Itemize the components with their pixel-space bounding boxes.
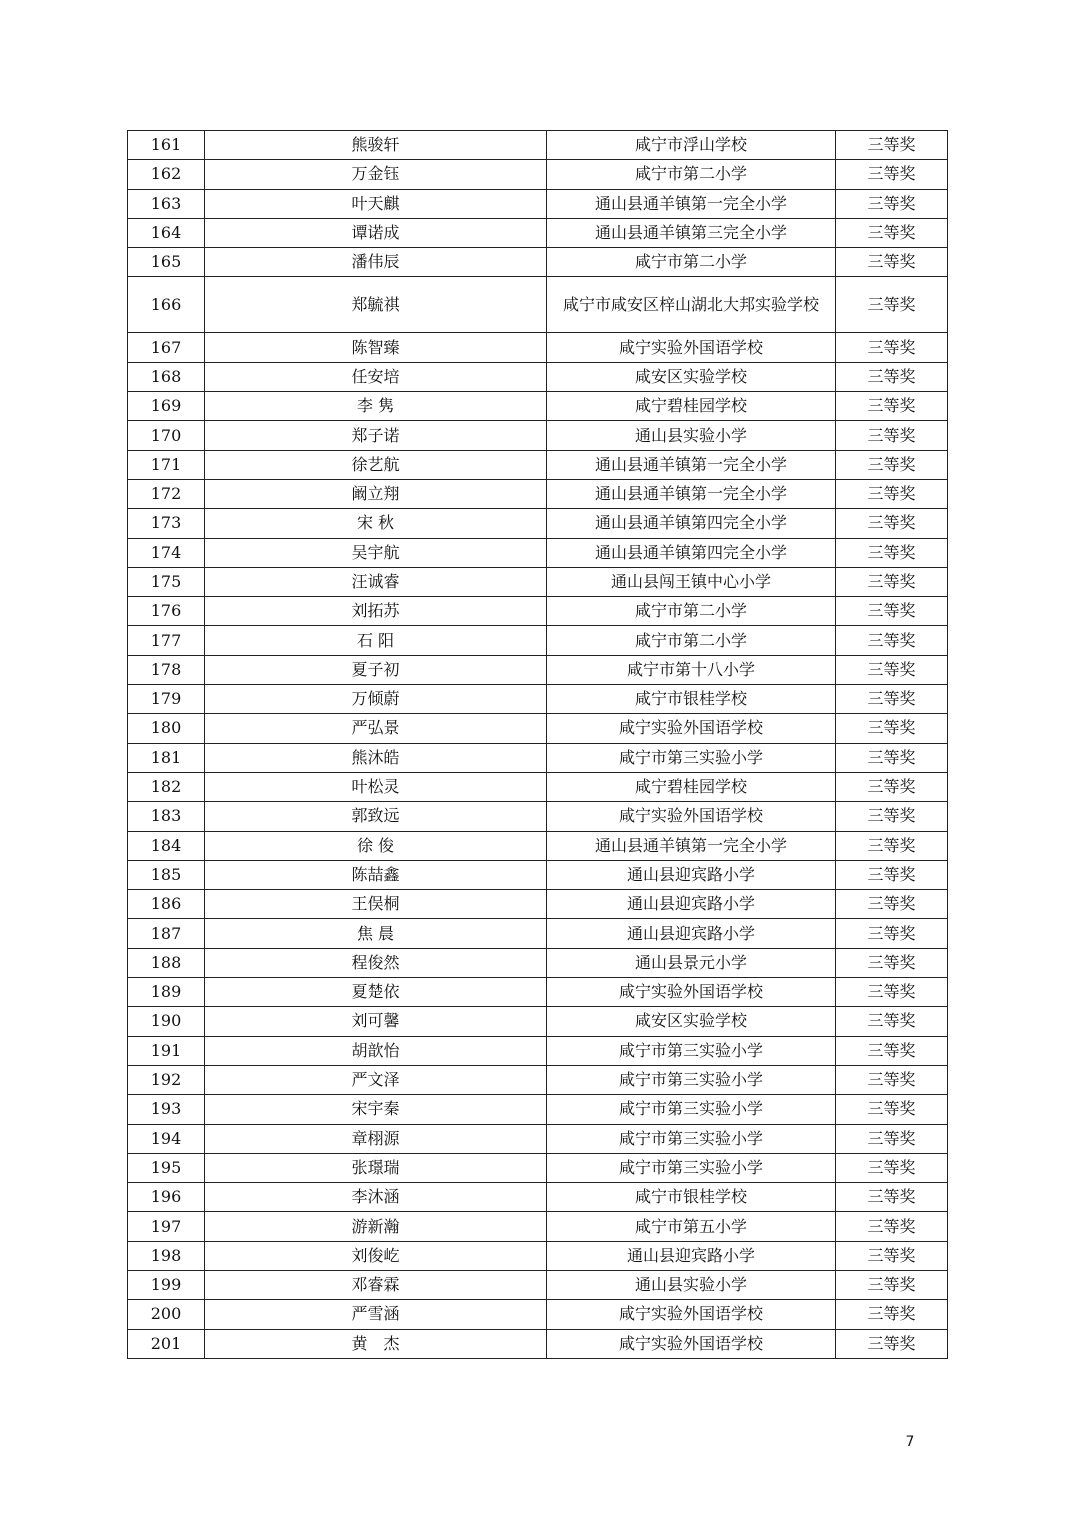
school-name: 咸宁市银桂学校 xyxy=(547,685,836,714)
table-row xyxy=(128,626,948,655)
student-name: 万金钰 xyxy=(205,160,547,189)
row-number: 168 xyxy=(128,362,205,391)
student-name: 游新瀚 xyxy=(205,1212,547,1241)
row-number: 161 xyxy=(128,131,205,160)
school-name: 咸宁市第三实验小学 xyxy=(547,743,836,772)
row-number: 165 xyxy=(128,248,205,277)
table-row xyxy=(128,1241,948,1270)
table-row xyxy=(128,860,948,889)
table-row xyxy=(128,160,948,189)
row-number: 164 xyxy=(128,218,205,247)
row-number: 195 xyxy=(128,1153,205,1182)
award-level: 三等奖 xyxy=(836,1183,948,1212)
table-row xyxy=(128,450,948,479)
school-name: 通山县实验小学 xyxy=(547,1270,836,1299)
row-number: 198 xyxy=(128,1241,205,1270)
row-number: 178 xyxy=(128,655,205,684)
school-name: 咸宁碧桂园学校 xyxy=(547,392,836,421)
school-name: 通山县迎宾路小学 xyxy=(547,919,836,948)
award-level: 三等奖 xyxy=(836,248,948,277)
award-level: 三等奖 xyxy=(836,333,948,362)
student-name: 陈喆鑫 xyxy=(205,860,547,889)
student-name: 吴宇航 xyxy=(205,538,547,567)
award-level: 三等奖 xyxy=(836,1065,948,1094)
row-number: 181 xyxy=(128,743,205,772)
student-name: 程俊然 xyxy=(205,948,547,977)
award-level: 三等奖 xyxy=(836,685,948,714)
school-name: 通山县通羊镇第一完全小学 xyxy=(547,450,836,479)
row-number: 188 xyxy=(128,948,205,977)
school-name: 咸宁市第十八小学 xyxy=(547,655,836,684)
school-name: 咸宁实验外国语学校 xyxy=(547,1329,836,1358)
student-name: 叶天麒 xyxy=(205,189,547,218)
row-number: 169 xyxy=(128,392,205,421)
school-name: 咸宁市第三实验小学 xyxy=(547,1036,836,1065)
award-list-body xyxy=(128,131,948,1359)
row-number: 170 xyxy=(128,421,205,450)
table-row xyxy=(128,248,948,277)
award-level: 三等奖 xyxy=(836,948,948,977)
school-name: 咸宁实验外国语学校 xyxy=(547,714,836,743)
award-level: 三等奖 xyxy=(836,743,948,772)
row-number: 184 xyxy=(128,831,205,860)
table-row xyxy=(128,131,948,160)
student-name: 李 隽 xyxy=(205,392,547,421)
award-level: 三等奖 xyxy=(836,479,948,508)
row-number: 191 xyxy=(128,1036,205,1065)
table-row xyxy=(128,421,948,450)
student-name: 郑子诺 xyxy=(205,421,547,450)
award-level: 三等奖 xyxy=(836,362,948,391)
table-row xyxy=(128,714,948,743)
school-name: 通山县实验小学 xyxy=(547,421,836,450)
award-level: 三等奖 xyxy=(836,1124,948,1153)
table-row xyxy=(128,831,948,860)
award-level: 三等奖 xyxy=(836,1007,948,1036)
student-name: 熊骏轩 xyxy=(205,131,547,160)
row-number: 189 xyxy=(128,978,205,1007)
table-row xyxy=(128,772,948,801)
award-level: 三等奖 xyxy=(836,277,948,333)
table-row xyxy=(128,538,948,567)
table-row xyxy=(128,802,948,831)
student-name: 汪诚睿 xyxy=(205,567,547,596)
award-level: 三等奖 xyxy=(836,890,948,919)
school-name: 通山县通羊镇第一完全小学 xyxy=(547,189,836,218)
award-level: 三等奖 xyxy=(836,860,948,889)
award-level: 三等奖 xyxy=(836,450,948,479)
student-name: 夏子初 xyxy=(205,655,547,684)
school-name: 通山县迎宾路小学 xyxy=(547,860,836,889)
award-level: 三等奖 xyxy=(836,567,948,596)
school-name: 咸宁市第三实验小学 xyxy=(547,1095,836,1124)
school-name: 咸宁市第五小学 xyxy=(547,1212,836,1241)
table-row xyxy=(128,567,948,596)
table-row xyxy=(128,919,948,948)
school-name: 通山县通羊镇第一完全小学 xyxy=(547,479,836,508)
row-number: 163 xyxy=(128,189,205,218)
row-number: 194 xyxy=(128,1124,205,1153)
award-level: 三等奖 xyxy=(836,1036,948,1065)
school-name: 咸宁市第二小学 xyxy=(547,248,836,277)
page-number: 7 xyxy=(905,1434,915,1450)
student-name: 万倾蔚 xyxy=(205,685,547,714)
school-name: 咸宁碧桂园学校 xyxy=(547,772,836,801)
table-row xyxy=(128,1212,948,1241)
award-level: 三等奖 xyxy=(836,1095,948,1124)
table-row xyxy=(128,685,948,714)
student-name: 黄 杰 xyxy=(205,1329,547,1358)
row-number: 180 xyxy=(128,714,205,743)
table-row xyxy=(128,479,948,508)
table-row xyxy=(128,509,948,538)
table-row xyxy=(128,333,948,362)
student-name: 张璟瑞 xyxy=(205,1153,547,1182)
row-number: 177 xyxy=(128,626,205,655)
student-name: 任安培 xyxy=(205,362,547,391)
student-name: 宋 秋 xyxy=(205,509,547,538)
student-name: 邓睿霖 xyxy=(205,1270,547,1299)
award-list-table xyxy=(127,130,948,1359)
school-name: 咸宁市第二小学 xyxy=(547,597,836,626)
row-number: 193 xyxy=(128,1095,205,1124)
student-name: 陈智臻 xyxy=(205,333,547,362)
row-number: 187 xyxy=(128,919,205,948)
table-row xyxy=(128,1300,948,1329)
school-name: 咸宁实验外国语学校 xyxy=(547,978,836,1007)
table-row xyxy=(128,1065,948,1094)
school-name: 通山县迎宾路小学 xyxy=(547,890,836,919)
table-row xyxy=(128,189,948,218)
school-name: 咸宁市第二小学 xyxy=(547,160,836,189)
school-name: 咸宁实验外国语学校 xyxy=(547,1300,836,1329)
award-level: 三等奖 xyxy=(836,189,948,218)
award-level: 三等奖 xyxy=(836,626,948,655)
table-row xyxy=(128,1270,948,1299)
row-number: 182 xyxy=(128,772,205,801)
row-number: 185 xyxy=(128,860,205,889)
school-name: 咸宁市第二小学 xyxy=(547,626,836,655)
student-name: 谭诺成 xyxy=(205,218,547,247)
row-number: 186 xyxy=(128,890,205,919)
table-row xyxy=(128,743,948,772)
school-name: 咸宁市银桂学校 xyxy=(547,1183,836,1212)
student-name: 刘俊屹 xyxy=(205,1241,547,1270)
table-row xyxy=(128,392,948,421)
row-number: 172 xyxy=(128,479,205,508)
student-name: 熊沐皓 xyxy=(205,743,547,772)
award-level: 三等奖 xyxy=(836,1212,948,1241)
student-name: 王俣桐 xyxy=(205,890,547,919)
row-number: 162 xyxy=(128,160,205,189)
award-level: 三等奖 xyxy=(836,831,948,860)
table-row xyxy=(128,1124,948,1153)
school-name: 通山县闯王镇中心小学 xyxy=(547,567,836,596)
table-row xyxy=(128,1036,948,1065)
school-name: 通山县通羊镇第四完全小学 xyxy=(547,509,836,538)
student-name: 李沐涵 xyxy=(205,1183,547,1212)
award-level: 三等奖 xyxy=(836,1329,948,1358)
row-number: 174 xyxy=(128,538,205,567)
row-number: 196 xyxy=(128,1183,205,1212)
table-row xyxy=(128,655,948,684)
award-level: 三等奖 xyxy=(836,509,948,538)
row-number: 183 xyxy=(128,802,205,831)
student-name: 潘伟辰 xyxy=(205,248,547,277)
table-row xyxy=(128,890,948,919)
row-number: 192 xyxy=(128,1065,205,1094)
table-row xyxy=(128,1007,948,1036)
award-level: 三等奖 xyxy=(836,772,948,801)
row-number: 190 xyxy=(128,1007,205,1036)
award-level: 三等奖 xyxy=(836,597,948,626)
table-row xyxy=(128,362,948,391)
student-name: 阚立翔 xyxy=(205,479,547,508)
award-level: 三等奖 xyxy=(836,919,948,948)
award-level: 三等奖 xyxy=(836,1241,948,1270)
student-name: 焦 晨 xyxy=(205,919,547,948)
student-name: 夏楚依 xyxy=(205,978,547,1007)
student-name: 徐 俊 xyxy=(205,831,547,860)
award-level: 三等奖 xyxy=(836,802,948,831)
award-level: 三等奖 xyxy=(836,421,948,450)
school-name: 通山县通羊镇第一完全小学 xyxy=(547,831,836,860)
student-name: 严文泽 xyxy=(205,1065,547,1094)
award-level: 三等奖 xyxy=(836,218,948,247)
row-number: 171 xyxy=(128,450,205,479)
row-number: 197 xyxy=(128,1212,205,1241)
table-row xyxy=(128,1095,948,1124)
student-name: 宋宇秦 xyxy=(205,1095,547,1124)
table-row xyxy=(128,597,948,626)
school-name: 通山县通羊镇第四完全小学 xyxy=(547,538,836,567)
student-name: 郑毓祺 xyxy=(205,277,547,333)
award-level: 三等奖 xyxy=(836,392,948,421)
row-number: 179 xyxy=(128,685,205,714)
school-name: 咸宁实验外国语学校 xyxy=(547,802,836,831)
award-level: 三等奖 xyxy=(836,538,948,567)
row-number: 201 xyxy=(128,1329,205,1358)
school-name: 咸宁市第三实验小学 xyxy=(547,1124,836,1153)
student-name: 严雪涵 xyxy=(205,1300,547,1329)
award-level: 三等奖 xyxy=(836,1153,948,1182)
row-number: 200 xyxy=(128,1300,205,1329)
table-row xyxy=(128,1329,948,1358)
school-name: 咸宁实验外国语学校 xyxy=(547,333,836,362)
award-level: 三等奖 xyxy=(836,160,948,189)
award-level: 三等奖 xyxy=(836,1270,948,1299)
school-name: 咸宁市第三实验小学 xyxy=(547,1153,836,1182)
row-number: 173 xyxy=(128,509,205,538)
table-row xyxy=(128,1153,948,1182)
table-row xyxy=(128,948,948,977)
school-name: 咸安区实验学校 xyxy=(547,362,836,391)
table-row xyxy=(128,218,948,247)
student-name: 石 阳 xyxy=(205,626,547,655)
row-number: 166 xyxy=(128,277,205,333)
award-level: 三等奖 xyxy=(836,714,948,743)
school-name xyxy=(547,277,836,333)
school-name: 通山县景元小学 xyxy=(547,948,836,977)
award-level: 三等奖 xyxy=(836,655,948,684)
school-name: 咸宁市浮山学校 xyxy=(547,131,836,160)
table-row xyxy=(128,277,948,333)
award-level: 三等奖 xyxy=(836,978,948,1007)
row-number: 175 xyxy=(128,567,205,596)
student-name: 刘可馨 xyxy=(205,1007,547,1036)
student-name: 章栩源 xyxy=(205,1124,547,1153)
award-level: 三等奖 xyxy=(836,131,948,160)
school-name-text: 咸宁市咸安区梓山湖北大邦实验学校 xyxy=(562,294,819,314)
award-level: 三等奖 xyxy=(836,1300,948,1329)
row-number: 199 xyxy=(128,1270,205,1299)
school-name: 通山县通羊镇第三完全小学 xyxy=(547,218,836,247)
student-name: 叶松灵 xyxy=(205,772,547,801)
row-number: 176 xyxy=(128,597,205,626)
student-name: 郭致远 xyxy=(205,802,547,831)
table-row xyxy=(128,1183,948,1212)
student-name: 严弘景 xyxy=(205,714,547,743)
student-name: 刘拓苏 xyxy=(205,597,547,626)
school-name: 咸安区实验学校 xyxy=(547,1007,836,1036)
school-name: 咸宁市第三实验小学 xyxy=(547,1065,836,1094)
school-name: 通山县迎宾路小学 xyxy=(547,1241,836,1270)
student-name: 胡歆怡 xyxy=(205,1036,547,1065)
table-row xyxy=(128,978,948,1007)
student-name: 徐艺航 xyxy=(205,450,547,479)
row-number: 167 xyxy=(128,333,205,362)
